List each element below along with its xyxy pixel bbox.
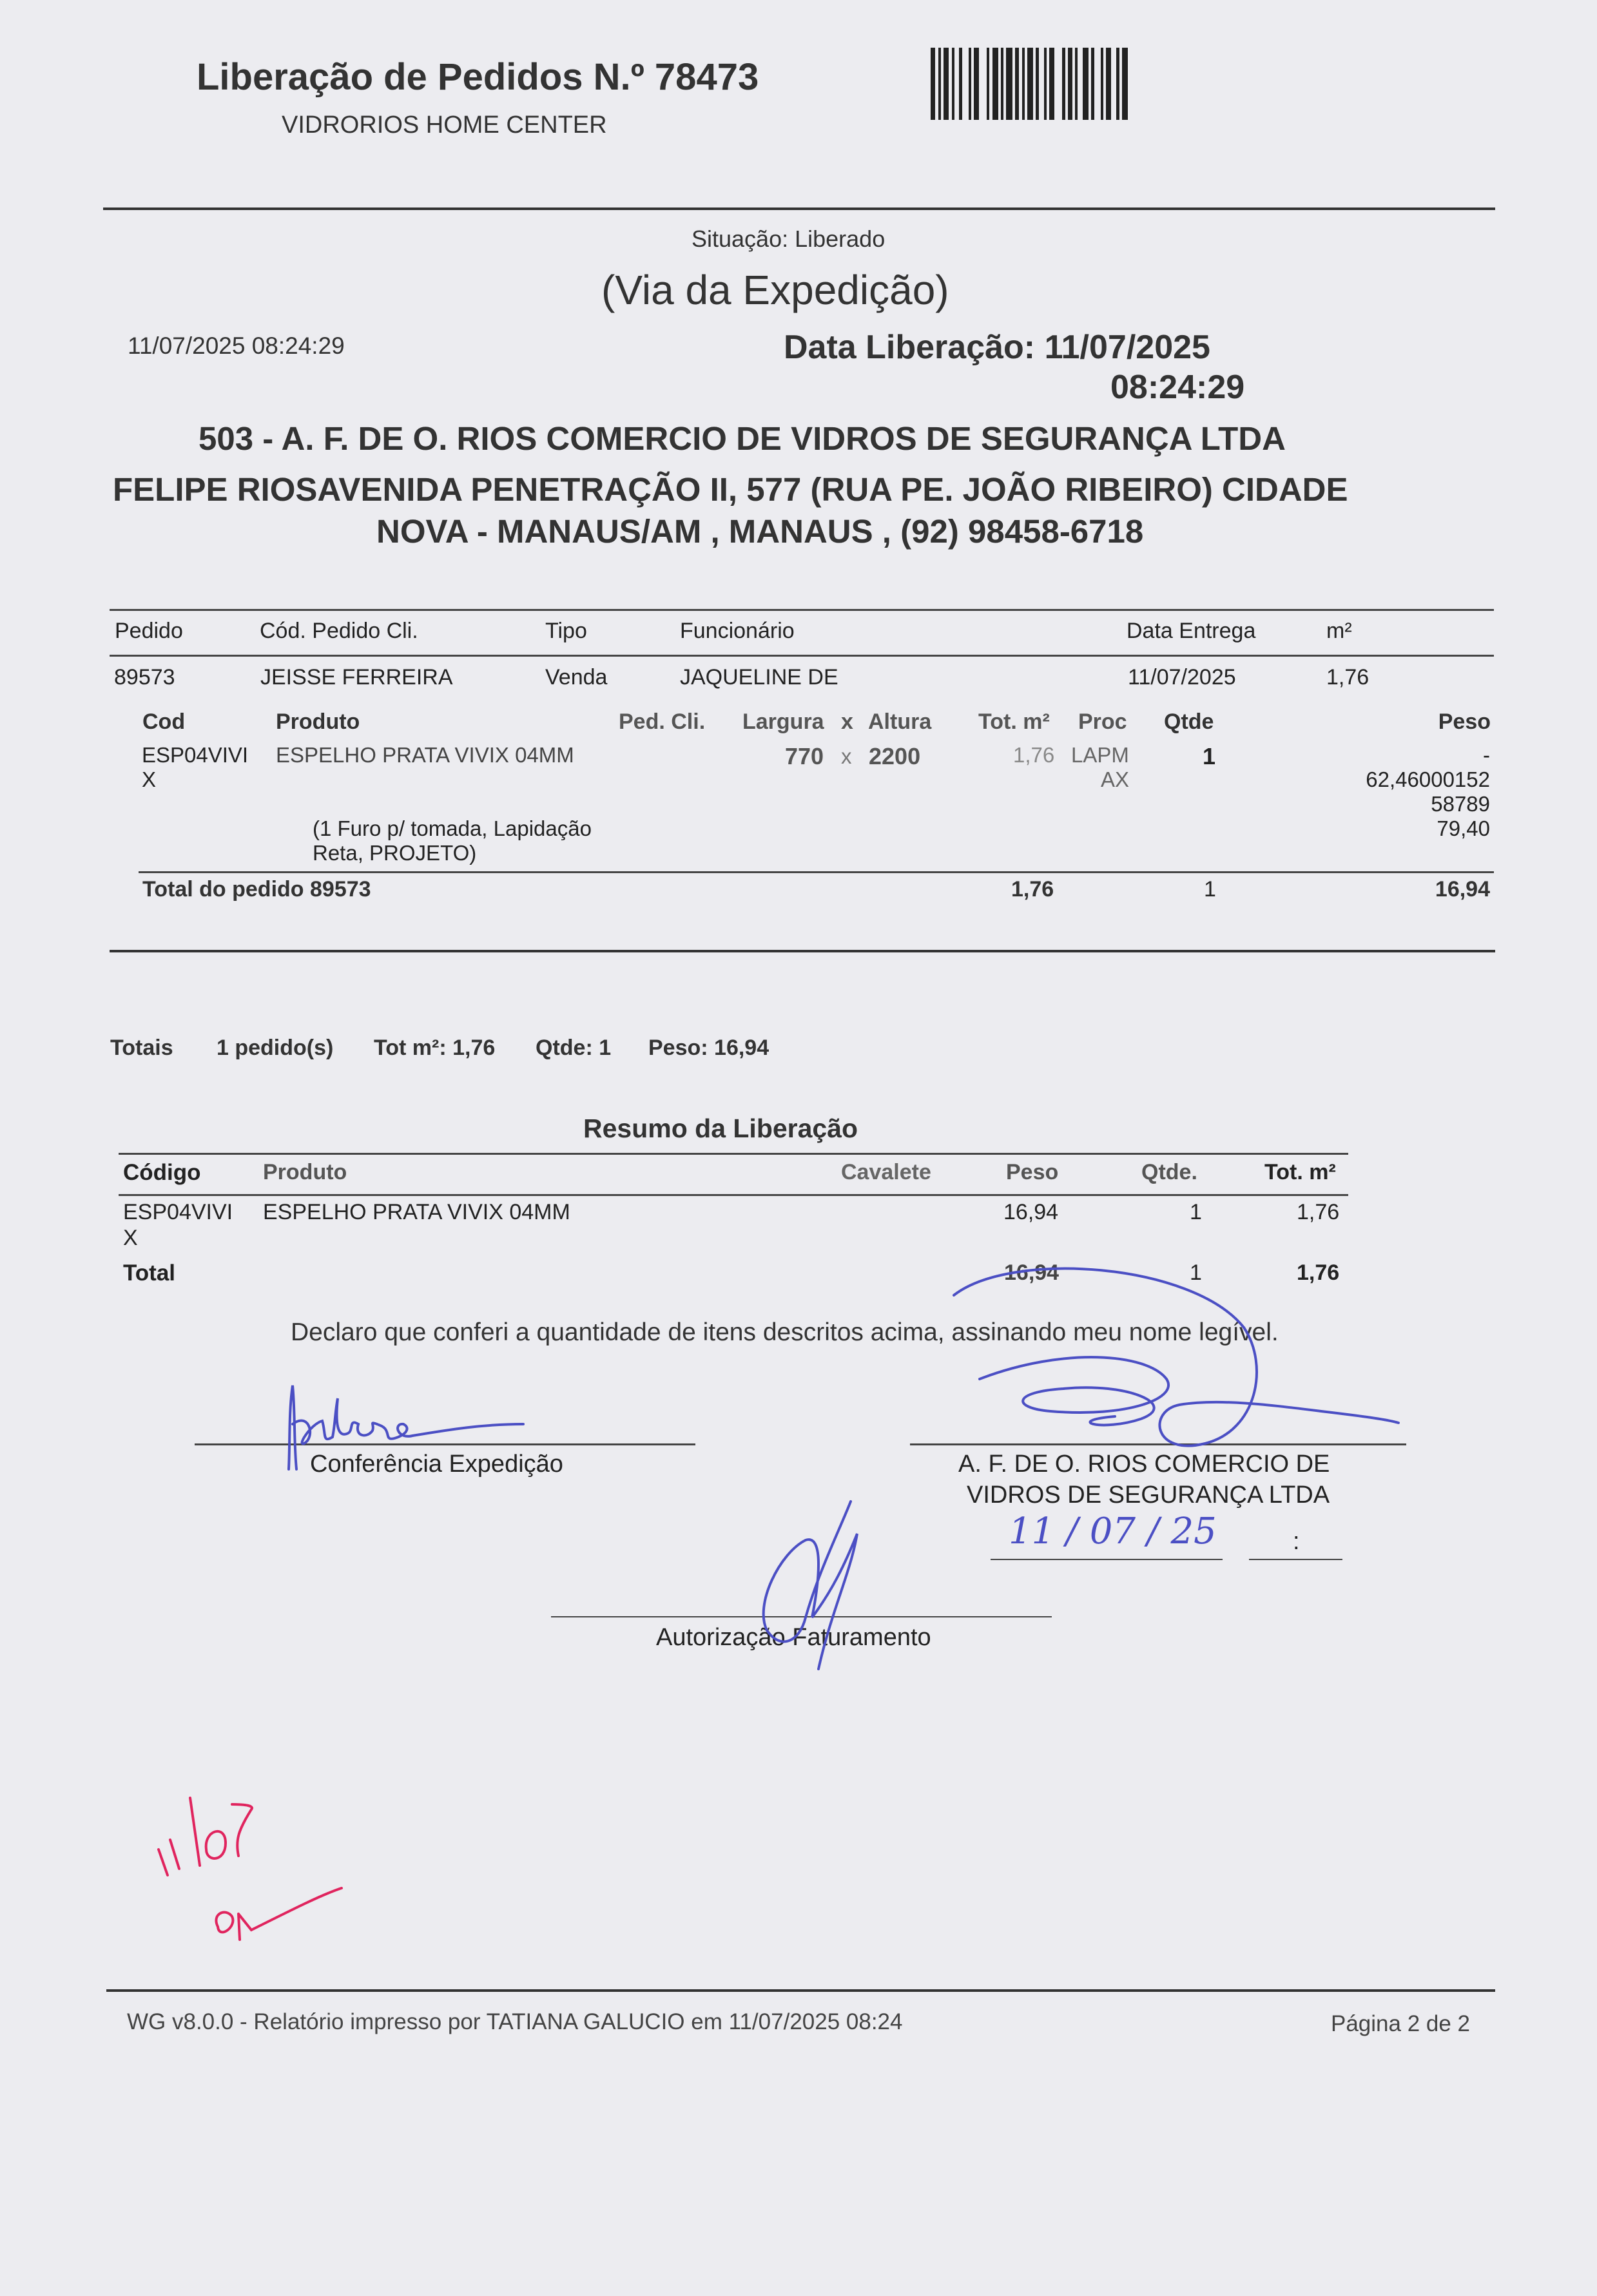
- item-peso-line1: -: [1483, 743, 1490, 767]
- summary-header-qtde: Qtde.: [1141, 1160, 1197, 1184]
- company-name: VIDRORIOS HOME CENTER: [282, 111, 607, 139]
- summary-header-cavalete: Cavalete: [841, 1160, 931, 1184]
- order-m2: 1,76: [1326, 665, 1370, 690]
- summary-header-produto: Produto: [263, 1160, 347, 1184]
- footer-page-number: Página 2 de 2: [1331, 2011, 1471, 2036]
- footer-divider: [106, 1989, 1495, 1992]
- item-header-ped-cli: Ped. Cli.: [619, 709, 706, 734]
- red-handwritten-note: [142, 1779, 361, 1959]
- order-total-m2: 1,76: [1011, 877, 1054, 902]
- barcode-image: [931, 48, 1176, 120]
- item-note-line2: Reta, PROJETO): [313, 841, 477, 865]
- summary-total-label: Total: [123, 1260, 176, 1286]
- summary-peso: 16,94: [1003, 1200, 1059, 1224]
- order-data-entrega: 11/07/2025: [1128, 665, 1236, 690]
- data-liberacao-time: 08:24:29: [1110, 369, 1245, 406]
- summary-qtde: 1: [1190, 1200, 1202, 1224]
- col-header-tipo: Tipo: [545, 619, 587, 643]
- item-peso-line2: 62,46000152: [1366, 767, 1490, 791]
- col-header-m2: m²: [1326, 619, 1352, 643]
- client-sign-line2: VIDROS DE SEGURANÇA LTDA: [967, 1481, 1330, 1509]
- item-header-largura: Largura: [742, 709, 824, 734]
- summary-total-tot-m2: 1,76: [1297, 1260, 1340, 1285]
- summary-codigo-line2: X: [123, 1226, 138, 1250]
- client-signature: [934, 1250, 1424, 1469]
- item-header-peso: Peso: [1438, 709, 1491, 734]
- item-proc-line2: AX: [1101, 767, 1130, 791]
- col-header-data-entrega: Data Entrega: [1127, 619, 1256, 643]
- item-largura: 770: [785, 743, 824, 769]
- client-address-line1: FELIPE RIOSAVENIDA PENETRAÇÃO II, 577 (RUA PE. JOÃO RIBEIRO) CIDADE: [113, 471, 1348, 508]
- item-produto: ESPELHO PRATA VIVIX 04MM: [276, 743, 574, 767]
- item-peso-line3: 58789: [1431, 792, 1490, 816]
- item-header-proc: Proc: [1078, 709, 1127, 734]
- item-header-x: x: [841, 709, 853, 734]
- summary-header-tot-m2: Tot. m²: [1264, 1160, 1336, 1184]
- item-x: x: [841, 744, 852, 768]
- client-name: 503 - A. F. DE O. RIOS COMERCIO DE VIDROS DE SEGURANÇA LTDA: [198, 420, 1286, 457]
- order-table-header-rule: [110, 655, 1494, 657]
- autorizacao-signature: [741, 1495, 883, 1675]
- autorizacao-label: Autorização Faturamento: [656, 1624, 931, 1651]
- summary-tot-m2: 1,76: [1297, 1200, 1340, 1224]
- item-total-rule: [139, 871, 1494, 873]
- summary-header-codigo: Código: [123, 1160, 201, 1185]
- data-liberacao: Data Liberação: 11/07/2025: [784, 329, 1210, 366]
- totals-tot-m2: Tot m²: 1,76: [374, 1036, 496, 1060]
- order-total-peso: 16,94: [1435, 877, 1490, 902]
- item-note-line1: (1 Furo p/ tomada, Lapidação: [313, 816, 592, 840]
- summary-header-peso: Peso: [1006, 1160, 1059, 1184]
- item-peso-line4: 79,40: [1437, 816, 1490, 840]
- via-label: (Via da Expedição): [601, 267, 949, 313]
- time-line: [1249, 1559, 1342, 1560]
- order-total-label: Total do pedido 89573: [142, 877, 371, 902]
- summary-title: Resumo da Liberação: [583, 1114, 858, 1143]
- item-header-qtde: Qtde: [1164, 709, 1214, 734]
- date-line: [991, 1559, 1223, 1560]
- totals-peso: Peso: 16,94: [648, 1036, 769, 1060]
- conferencia-label: Conferência Expedição: [310, 1451, 563, 1478]
- situacao-label: Situação: Liberado: [692, 226, 886, 252]
- print-datetime: 11/07/2025 08:24:29: [128, 333, 345, 359]
- item-header-tot-m2: Tot. m²: [978, 709, 1050, 734]
- order-tipo: Venda: [545, 665, 608, 690]
- order-funcionario: JAQUELINE DE: [680, 665, 838, 690]
- summary-total-qtde: 1: [1190, 1260, 1202, 1285]
- totals-qtde: Qtde: 1: [536, 1036, 612, 1060]
- item-qtde: 1: [1203, 743, 1216, 769]
- summary-produto: ESPELHO PRATA VIVIX 04MM: [263, 1200, 570, 1224]
- item-tot-m2: 1,76: [1013, 743, 1055, 767]
- client-sign-line1: A. F. DE O. RIOS COMERCIO DE: [958, 1451, 1330, 1478]
- conferencia-signature: [271, 1373, 541, 1476]
- item-altura: 2200: [869, 743, 921, 769]
- item-cod-line1: ESP04VIVI: [142, 743, 249, 767]
- order-section-divider: [110, 950, 1495, 952]
- col-header-pedido: Pedido: [115, 619, 183, 643]
- totals-label: Totais: [110, 1036, 173, 1060]
- item-cod-line2: X: [142, 767, 157, 791]
- time-colon: :: [1293, 1528, 1300, 1555]
- summary-total-peso: 16,94: [1004, 1260, 1060, 1285]
- order-pedido: 89573: [114, 665, 175, 690]
- report-title: Liberação de Pedidos N.º 78473: [197, 56, 759, 98]
- header-divider: [103, 207, 1495, 210]
- handwritten-date: 11 / 07 / 25: [1009, 1510, 1217, 1552]
- totals-pedidos: 1 pedido(s): [217, 1036, 334, 1060]
- summary-header-rule: [119, 1194, 1348, 1196]
- footer-left: WG v8.0.0 - Relatório impresso por TATIANA GALUCIO em 11/07/2025 08:24: [127, 2009, 903, 2034]
- item-proc-line1: LAPM: [1071, 743, 1129, 767]
- item-header-cod: Cod: [142, 709, 186, 734]
- item-header-produto: Produto: [276, 709, 360, 734]
- col-header-funcionario: Funcionário: [680, 619, 795, 643]
- order-total-qtde: 1: [1204, 877, 1216, 902]
- declaration-text: Declaro que conferi a quantidade de itens descritos acima, assinando meu nome legível.: [291, 1318, 1279, 1346]
- col-header-cod-pedido-cli: Cód. Pedido Cli.: [260, 619, 418, 643]
- order-cod-pedido-cli: JEISSE FERREIRA: [260, 665, 453, 690]
- summary-codigo-line1: ESP04VIVI: [123, 1200, 233, 1224]
- client-address-line2: NOVA - MANAUS/AM , MANAUS , (92) 98458-6718: [376, 513, 1144, 550]
- order-table-top-rule: [110, 609, 1494, 611]
- summary-top-rule: [119, 1153, 1348, 1155]
- item-header-altura: Altura: [868, 709, 932, 734]
